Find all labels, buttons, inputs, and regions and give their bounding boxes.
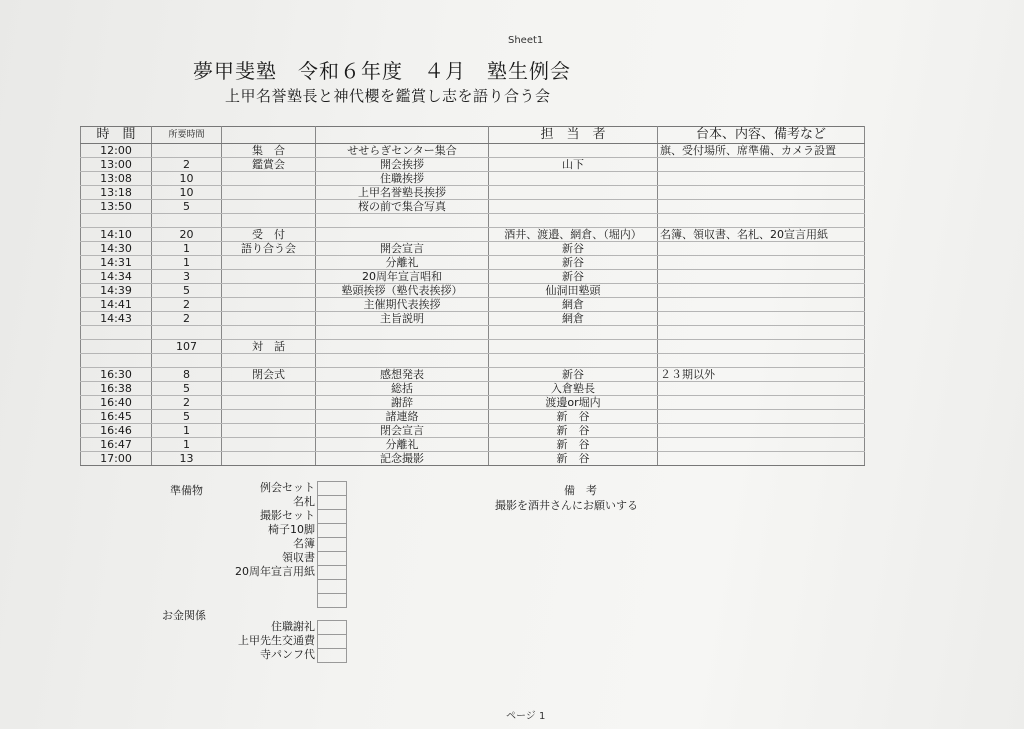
cell-person: 酒井、渡邉、網倉、（堀内） — [489, 228, 658, 242]
header-time: 時 間 — [81, 127, 152, 144]
cell-item: 桜の前で集合写真 — [316, 200, 489, 214]
cell-item: 上甲名誉塾長挨拶 — [316, 186, 489, 200]
cell-duration: 1 — [152, 242, 222, 256]
cell-duration — [152, 144, 222, 158]
list-item: 寺パンフ代 — [260, 648, 315, 661]
cell-section — [222, 298, 316, 312]
cell-duration: 10 — [152, 172, 222, 186]
cell-person: 新 谷 — [489, 452, 658, 466]
cell-person — [489, 354, 658, 368]
cell-item: 感想発表 — [316, 368, 489, 382]
cell-time: 16:45 — [81, 410, 152, 424]
document-subtitle: 上甲名誉塾長と神代櫻を鑑賞し志を語り合う会 — [225, 87, 551, 105]
sheet-name: Sheet1 — [508, 35, 544, 46]
cell-person — [489, 144, 658, 158]
cell-section: 対 話 — [222, 340, 316, 354]
table-row — [81, 256, 865, 270]
cell-item: 開会宣言 — [316, 242, 489, 256]
cell-time — [81, 214, 152, 228]
cell-notes — [658, 172, 865, 186]
table-row — [81, 270, 865, 284]
header-item — [316, 127, 489, 144]
cell-section: 閉会式 — [222, 368, 316, 382]
cell-duration: 2 — [152, 298, 222, 312]
cell-notes — [658, 158, 865, 172]
cell-item: 住職挨拶 — [316, 172, 489, 186]
cell-duration: 2 — [152, 312, 222, 326]
header-duration: 所要時間 — [152, 127, 222, 144]
cell-notes — [658, 354, 865, 368]
cell-item — [316, 214, 489, 228]
cell-item: せせらぎセンター集合 — [316, 144, 489, 158]
cell-item: 閉会宣言 — [316, 424, 489, 438]
cell-notes — [658, 214, 865, 228]
table-row — [81, 186, 865, 200]
table-row — [81, 298, 865, 312]
cell-section — [222, 186, 316, 200]
money-list — [238, 620, 315, 662]
cell-duration: 5 — [152, 284, 222, 298]
cell-notes: 名簿、領収書、名札、20宣言用紙 — [658, 228, 865, 242]
cell-duration — [152, 326, 222, 340]
cell-person: 渡邊or堀内 — [489, 396, 658, 410]
header-notes: 台本、内容、備考など — [658, 127, 865, 144]
table-row — [81, 368, 865, 382]
table-row — [81, 228, 865, 242]
cell-section: 集 合 — [222, 144, 316, 158]
table-row — [81, 354, 865, 368]
cell-duration: 5 — [152, 200, 222, 214]
cell-time — [81, 326, 152, 340]
cell-item: 分離礼 — [316, 438, 489, 452]
check-box — [318, 510, 346, 524]
list-item: 住職謝礼 — [271, 620, 315, 633]
cell-duration: 20 — [152, 228, 222, 242]
cell-notes — [658, 200, 865, 214]
table-row — [81, 284, 865, 298]
cell-duration: 3 — [152, 270, 222, 284]
cell-person: 網倉 — [489, 298, 658, 312]
cell-notes — [658, 284, 865, 298]
preparations-list — [235, 481, 315, 579]
cell-duration — [152, 354, 222, 368]
cell-notes — [658, 298, 865, 312]
cell-time: 16:40 — [81, 396, 152, 410]
money-label: お金関係 — [162, 609, 206, 622]
cell-time: 14:41 — [81, 298, 152, 312]
cell-section — [222, 312, 316, 326]
cell-person: 新谷 — [489, 270, 658, 284]
check-box — [318, 538, 346, 552]
cell-person: 網倉 — [489, 312, 658, 326]
table-row — [81, 424, 865, 438]
cell-duration: 1 — [152, 438, 222, 452]
cell-time: 13:50 — [81, 200, 152, 214]
cell-time: 16:38 — [81, 382, 152, 396]
cell-duration: 2 — [152, 158, 222, 172]
cell-time: 12:00 — [81, 144, 152, 158]
list-item: 椅子10脚 — [268, 523, 315, 536]
cell-time: 16:30 — [81, 368, 152, 382]
table-header-row — [81, 127, 865, 144]
table-row — [81, 144, 865, 158]
cell-person: 新谷 — [489, 256, 658, 270]
cell-item: 20周年宣言唱和 — [316, 270, 489, 284]
cell-section — [222, 452, 316, 466]
header-person: 担 当 者 — [489, 127, 658, 144]
cell-notes — [658, 340, 865, 354]
cell-section — [222, 424, 316, 438]
check-box — [318, 635, 346, 649]
page-footer: ページ 1 — [506, 711, 546, 722]
check-box — [318, 566, 346, 580]
cell-time: 17:00 — [81, 452, 152, 466]
cell-person: 山下 — [489, 158, 658, 172]
cell-duration: 1 — [152, 424, 222, 438]
cell-time: 13:00 — [81, 158, 152, 172]
cell-item: 諸連絡 — [316, 410, 489, 424]
cell-notes — [658, 410, 865, 424]
cell-section — [222, 256, 316, 270]
cell-time — [81, 340, 152, 354]
cell-section — [222, 396, 316, 410]
cell-time: 13:18 — [81, 186, 152, 200]
cell-notes — [658, 242, 865, 256]
cell-person — [489, 172, 658, 186]
cell-person — [489, 214, 658, 228]
document-title: 夢甲斐塾 令和６年度 ４月 塾生例会 — [193, 59, 571, 83]
cell-section — [222, 200, 316, 214]
cell-duration: 5 — [152, 382, 222, 396]
cell-notes: 旗、受付場所、席準備、カメラ設置 — [658, 144, 865, 158]
table-row — [81, 312, 865, 326]
check-box — [318, 580, 346, 594]
table-row — [81, 340, 865, 354]
table-row — [81, 326, 865, 340]
table-row — [81, 382, 865, 396]
cell-item: 分離礼 — [316, 256, 489, 270]
cell-duration: 5 — [152, 410, 222, 424]
cell-person: 仙洞田塾頭 — [489, 284, 658, 298]
remarks-title: 備 考 — [564, 484, 597, 497]
cell-time: 14:31 — [81, 256, 152, 270]
table-row — [81, 158, 865, 172]
cell-section — [222, 270, 316, 284]
cell-item: 記念撮影 — [316, 452, 489, 466]
table-row — [81, 200, 865, 214]
cell-notes — [658, 312, 865, 326]
table-row — [81, 214, 865, 228]
cell-time: 14:34 — [81, 270, 152, 284]
cell-item: 塾頭挨拶（塾代表挨拶） — [316, 284, 489, 298]
cell-section — [222, 172, 316, 186]
cell-notes — [658, 256, 865, 270]
cell-time: 14:30 — [81, 242, 152, 256]
list-item: 例会セット — [260, 481, 315, 494]
table-row — [81, 396, 865, 410]
check-box — [318, 649, 346, 662]
cell-duration: 8 — [152, 368, 222, 382]
cell-item — [316, 228, 489, 242]
check-box — [318, 552, 346, 566]
cell-time — [81, 354, 152, 368]
cell-time: 13:08 — [81, 172, 152, 186]
cell-duration — [152, 214, 222, 228]
cell-time: 14:10 — [81, 228, 152, 242]
list-item: 上甲先生交通費 — [238, 634, 315, 647]
cell-person: 新 谷 — [489, 438, 658, 452]
cell-duration: 1 — [152, 256, 222, 270]
cell-item: 開会挨拶 — [316, 158, 489, 172]
check-box — [318, 524, 346, 538]
list-item: 20周年宣言用紙 — [235, 565, 315, 578]
cell-time: 16:47 — [81, 438, 152, 452]
cell-duration: 10 — [152, 186, 222, 200]
header-section — [222, 127, 316, 144]
cell-notes — [658, 452, 865, 466]
table-row — [81, 438, 865, 452]
cell-item: 主催期代表挨拶 — [316, 298, 489, 312]
cell-notes — [658, 396, 865, 410]
cell-duration: 2 — [152, 396, 222, 410]
table-row — [81, 172, 865, 186]
cell-notes — [658, 326, 865, 340]
cell-section — [222, 326, 316, 340]
cell-section — [222, 214, 316, 228]
cell-notes — [658, 438, 865, 452]
cell-section: 受 付 — [222, 228, 316, 242]
money-checkboxes — [317, 620, 347, 663]
cell-notes — [658, 382, 865, 396]
cell-section — [222, 438, 316, 452]
remarks-text: 撮影を酒井さんにお願いする — [495, 499, 638, 512]
cell-notes — [658, 424, 865, 438]
list-item: 名札 — [293, 495, 315, 508]
cell-person — [489, 326, 658, 340]
cell-time: 14:39 — [81, 284, 152, 298]
cell-section — [222, 382, 316, 396]
check-box — [318, 496, 346, 510]
cell-item: 総括 — [316, 382, 489, 396]
list-item: 撮影セット — [260, 509, 315, 522]
cell-section — [222, 354, 316, 368]
cell-duration: 13 — [152, 452, 222, 466]
preparations-label: 準備物 — [170, 484, 203, 497]
schedule-table — [80, 126, 865, 466]
cell-item: 謝辞 — [316, 396, 489, 410]
cell-item — [316, 354, 489, 368]
cell-item — [316, 340, 489, 354]
cell-notes — [658, 186, 865, 200]
list-item: 名簿 — [293, 537, 315, 550]
cell-person: 新 谷 — [489, 424, 658, 438]
cell-item: 主旨説明 — [316, 312, 489, 326]
check-box — [318, 594, 346, 607]
table-row — [81, 452, 865, 466]
cell-time: 16:46 — [81, 424, 152, 438]
cell-section: 語り合う会 — [222, 242, 316, 256]
table-row — [81, 242, 865, 256]
list-item: 領収書 — [282, 551, 315, 564]
cell-person: 新谷 — [489, 242, 658, 256]
check-box — [318, 621, 346, 635]
cell-time: 14:43 — [81, 312, 152, 326]
cell-section — [222, 410, 316, 424]
cell-notes — [658, 270, 865, 284]
cell-person — [489, 186, 658, 200]
check-box — [318, 482, 346, 496]
cell-notes: ２３期以外 — [658, 368, 865, 382]
table-row — [81, 410, 865, 424]
cell-duration: 107 — [152, 340, 222, 354]
preparations-checkboxes — [317, 481, 347, 608]
cell-person — [489, 200, 658, 214]
cell-person: 新 谷 — [489, 410, 658, 424]
cell-section — [222, 284, 316, 298]
cell-person — [489, 340, 658, 354]
cell-section: 鑑賞会 — [222, 158, 316, 172]
cell-person: 入倉塾長 — [489, 382, 658, 396]
cell-person: 新谷 — [489, 368, 658, 382]
cell-item — [316, 326, 489, 340]
